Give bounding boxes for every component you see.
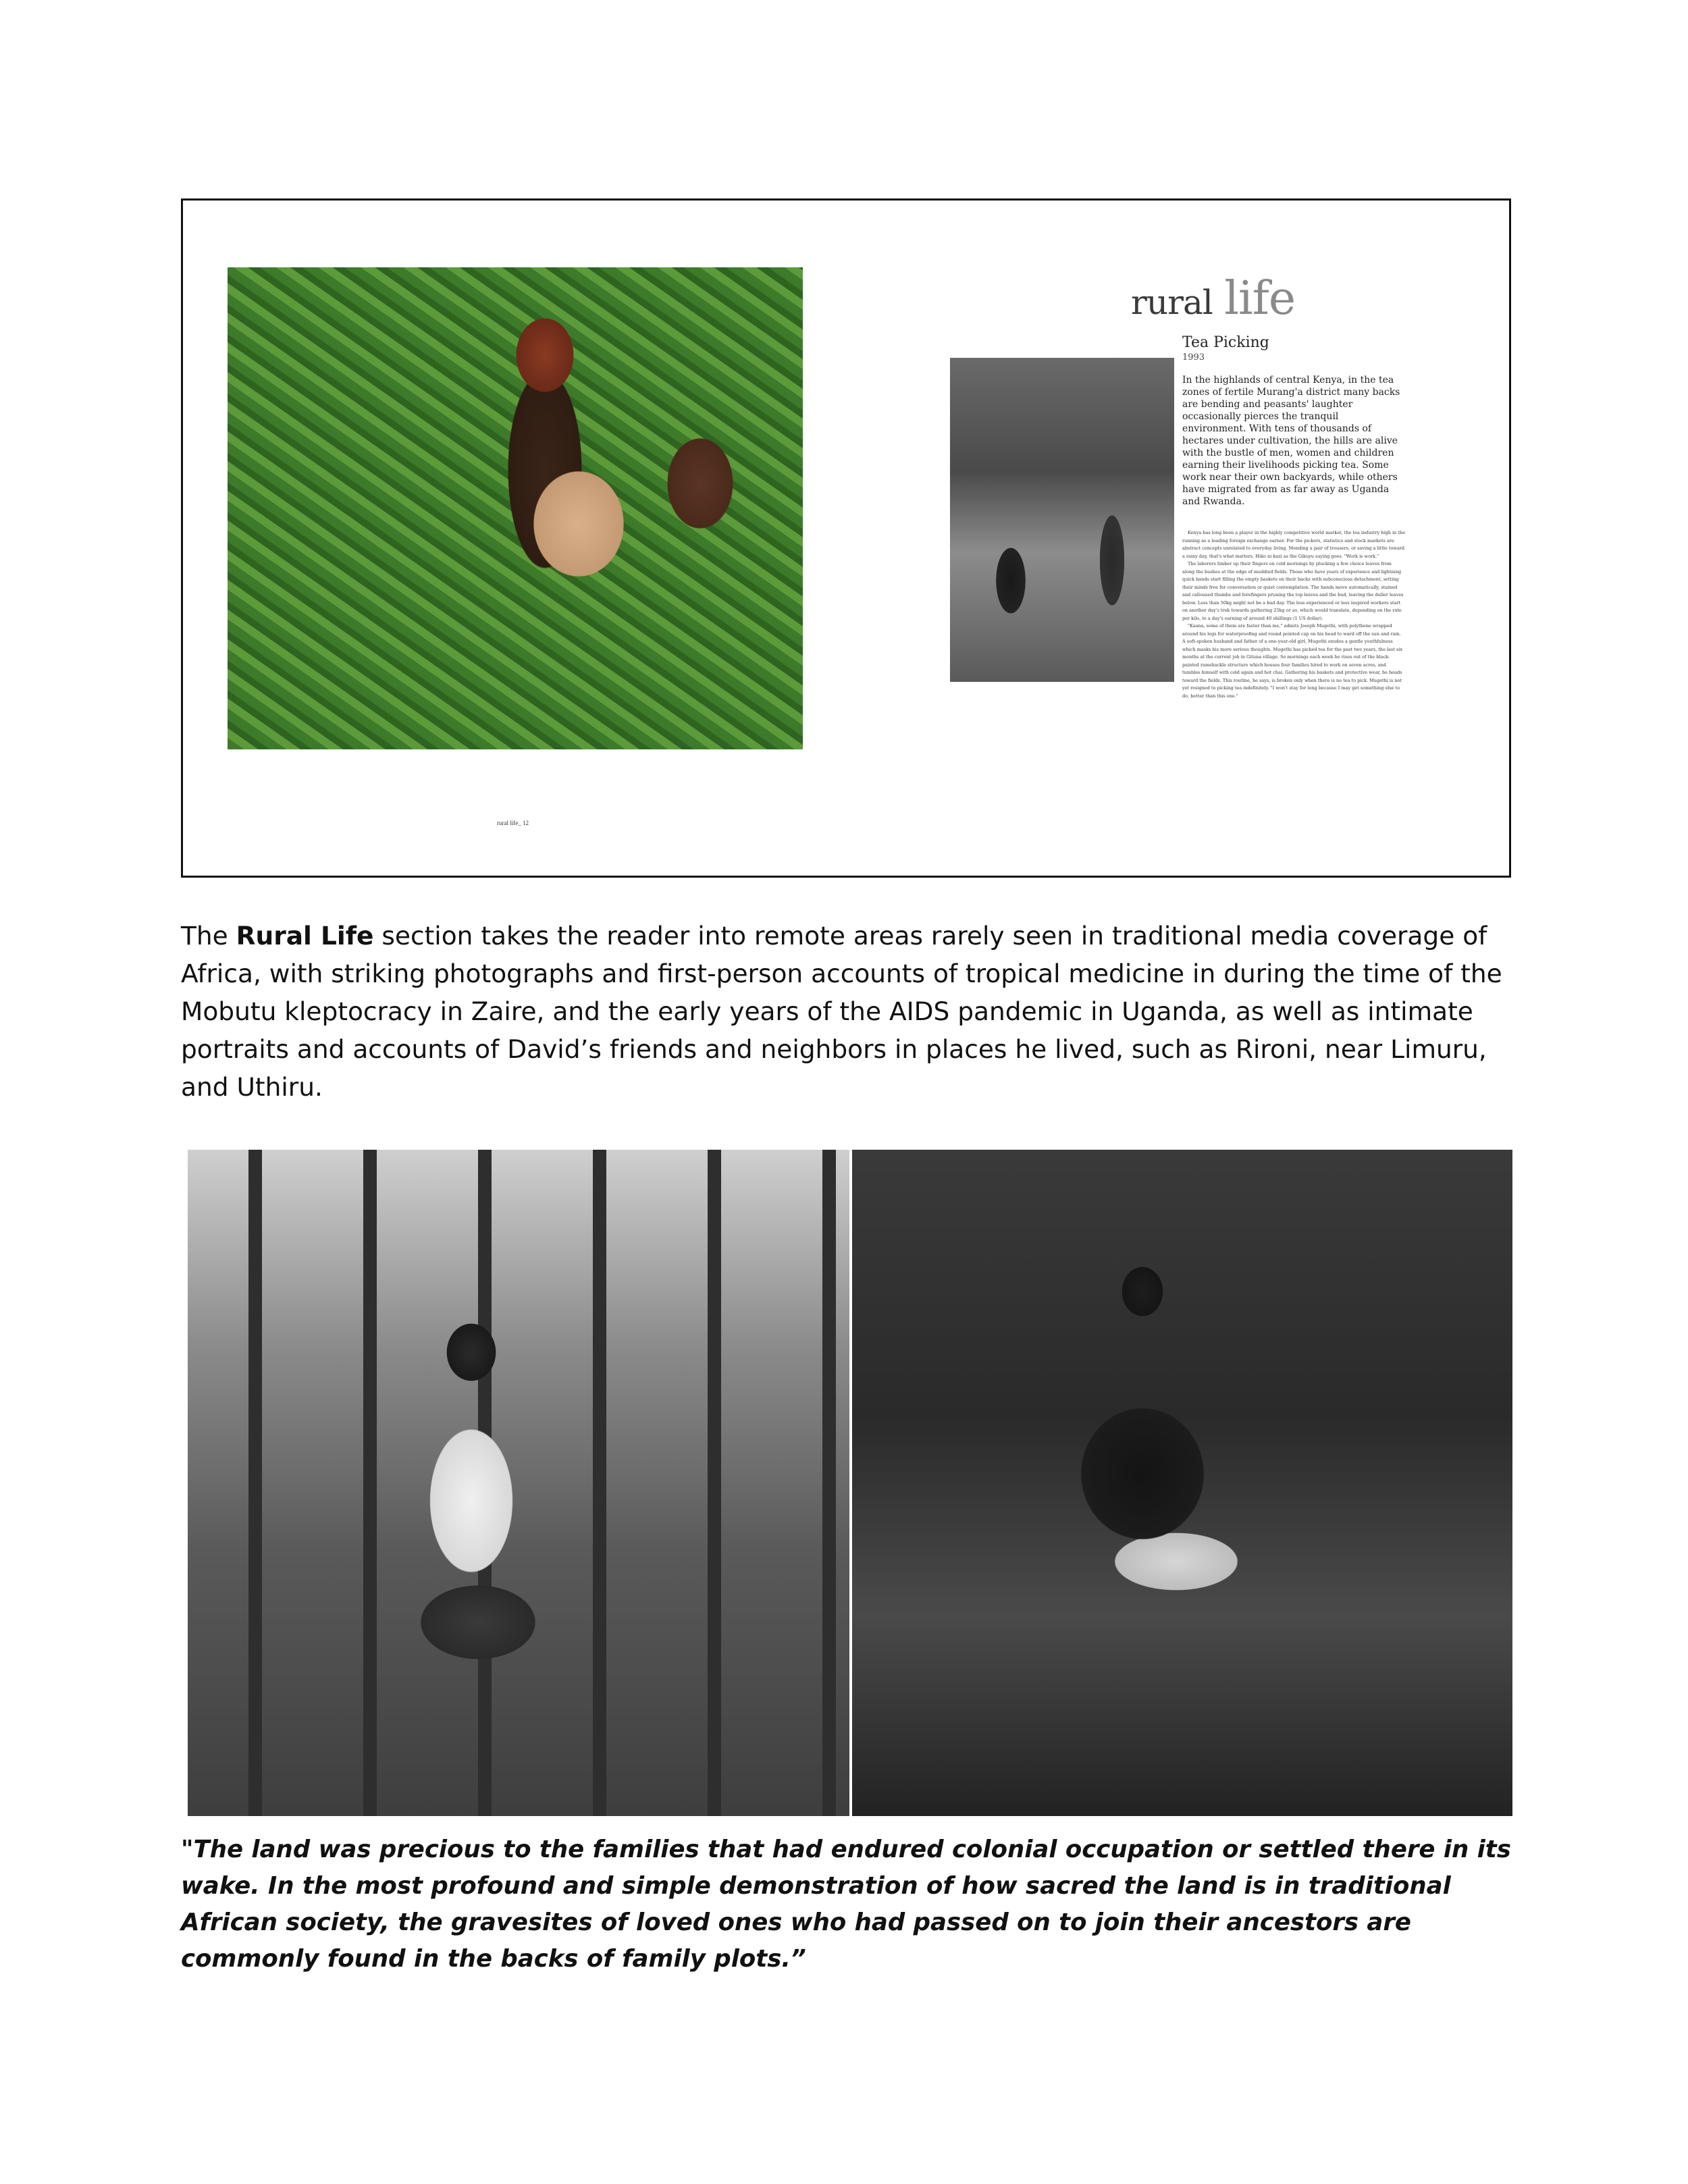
article-year: 1993 (1182, 352, 1205, 363)
article-heading (1182, 334, 1269, 363)
portrait-photo-man-with-machete (188, 1150, 849, 1816)
article-lede: In the highlands of central Kenya, in the tea zones of fertile Murang'a district many backs are bending and peasants' laughter occasionally pierces the tranquil environment. With tens of thousands of hectares under cultivation, the hills are alive with the bustle of men, women and children earning their livelihoods picking tea. Some work near their own backyards, while others have migrated from as far away as Uganda and Rwanda. (1182, 375, 1400, 507)
section-title (1131, 272, 1295, 325)
article-paragraph: "Kaana, some of them are faster than me," admits Joseph Mugethi, with polythene wrapped around his legs for waterproofing and round pointed cap on his head to ward off the sun and rain. A soft-spoken husband and father of a one-year-old girl, Mugethi exudes a gentle youthfulness which masks his more serious thoughts. Mugethi has picked tea for the past two years, the last six months at the current job in Gituna village. So mornings each week he rises out of the black-painted ramshackle structure which houses four families hired to work on seven acres, and tumbles himself with cold again and hot chai. Gathering his baskets and protective wear, he heads toward the fields. This routine, he says, is broken only when there is no tea to pick. Mugethi is not yet resigned to picking tea indefinitely. "I won't stay for long because I may get something else to do, better than this one." (1182, 623, 1403, 699)
article-body (1182, 529, 1405, 700)
intro-bold: Rural Life (236, 921, 374, 951)
tea-picking-photo (228, 267, 803, 749)
intro-text-2: section takes the reader into remote areas rarely seen in traditional media coverage of Africa, with striking photographs and first-person accounts of tropical medicine in during the time of the Mobutu kleptocracy in Zaire, and the early years of the AIDS pandemic in Uganda, as well as intimate portraits and accounts of David’s friends and neighbors in places he lived, such as Rironi, near Limuru, and Uthiru. (181, 921, 1502, 1102)
section-title-word1: rural (1131, 283, 1213, 322)
article-title: Tea Picking (1182, 334, 1269, 351)
folio: rural life_ 12 (497, 820, 529, 826)
tea-workers-photo (950, 358, 1174, 682)
book-spread (181, 198, 1511, 878)
intro-paragraph (181, 917, 1521, 1106)
portrait-photos (188, 1150, 1512, 1816)
article-paragraph: Kenya has long been a player in the highly competitive world market, the tea industry high in the running as a leading foreign exchange earner. For the pickers, statistics and stock markets are abstract concepts unrelated to everyday living. Mending a pair of trousers, or saving a little toward a rainy day, that's what matters. Hiko ni kazi as the Gikuyu saying goes. "Work is work." (1182, 530, 1405, 559)
portrait-photo-seated-man (852, 1150, 1512, 1816)
article-paragraph: The laborers limber up their fingers on cold mornings by plucking a few choice leaves from along the bushes at the edge of muddied fields. Those who have years of experience and lightning quick hands start filling the empty baskets on their backs with subconscious detachment, setting their minds free for conversation or quiet contemplation. The hands move automatically, stained and calloused thumbs and forefingers pruning the top leaves and the bud, leaving the duller leaves below. Less than 50kg might not be a bad day. The less experienced or less inspired workers start on another day's trek towards gathering 25kg or so, which would translate, depending on the rate per kilo, to a day's earning of around 40 shillings (1 US dollar). (1182, 561, 1404, 621)
pull-quote: "The land was precious to the families that had endured colonial occupation or settled there in its wake. In the most profound and simple demonstration of how sacred the land is in traditional African society, the gravesites of loved ones who had passed on to join their ancestors are commonly found in the backs of family plots.” (181, 1836, 1511, 1973)
section-title-word2: life (1224, 272, 1296, 325)
intro-text-1: The (181, 921, 236, 951)
